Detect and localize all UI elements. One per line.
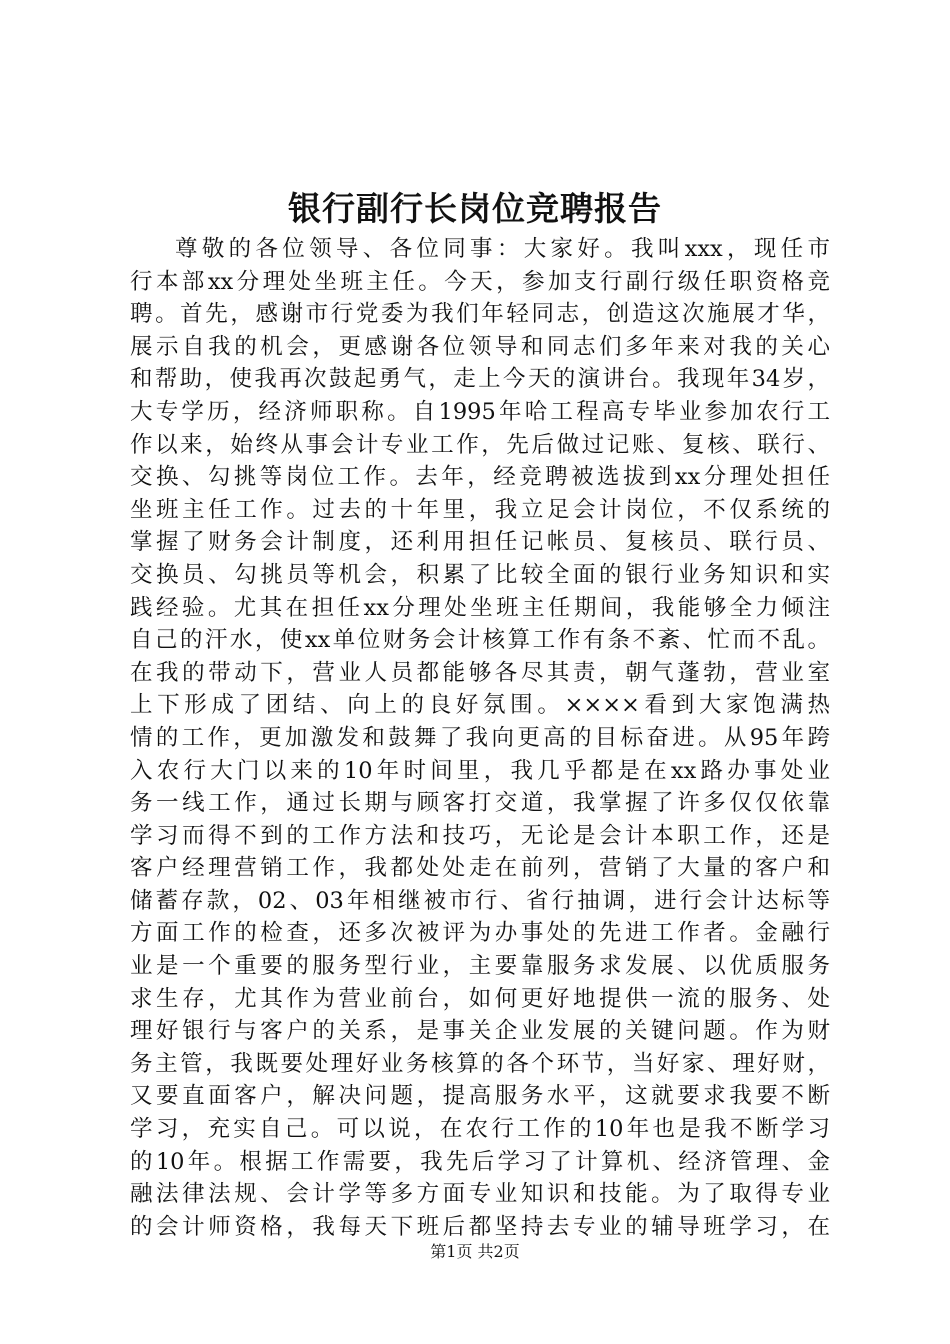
body-line: 学习，充实自己。可以说，在农行工作的10年也是我不断学习 — [130, 1116, 830, 1143]
body-line: 求生存，尤其作为营业前台，如何更好地提供一流的服务、处 — [130, 985, 830, 1012]
body-line: 学习而得不到的工作方法和技巧，无论是会计本职工作，还是 — [130, 822, 830, 849]
body-line: 务一线工作，通过长期与顾客打交道，我掌握了许多仅仅依靠 — [130, 790, 830, 817]
body-line: 大专学历，经济师职称。自1995年哈工程高专毕业参加农行工 — [130, 398, 830, 425]
body-line: 交换员、勾挑员等机会，积累了比较全面的银行业务知识和实 — [130, 561, 830, 588]
body-line: 业是一个重要的服务型行业，主要靠服务求发展、以优质服务 — [130, 953, 830, 980]
body-line: 在我的带动下，营业人员都能够各尽其责，朝气蓬勃，营业室 — [130, 659, 830, 686]
body-line: 尊敬的各位领导、各位同事：大家好。我叫xxx，现任市 — [175, 236, 830, 262]
page-footer: 第1页 共2页 — [430, 1242, 520, 1261]
body-line: 的会计师资格，我每天下班后都坚持去专业的辅导班学习，在 — [130, 1213, 830, 1240]
body-line: 自己的汗水，使xx单位财务会计核算工作有条不紊、忙而不乱。 — [130, 627, 830, 654]
body-line: 入农行大门以来的10年时间里，我几乎都是在xx路办事处业 — [130, 757, 830, 784]
body-line: 方面工作的检查，还多次被评为办事处的先进工作者。金融行 — [130, 920, 830, 947]
body-line: 又要直面客户，解决问题，提高服务水平，这就要求我要不断 — [130, 1083, 830, 1110]
body-line: 交换、勾挑等岗位工作。去年，经竞聘被选拔到xx分理处担任 — [130, 464, 830, 491]
body-line: 客户经理营销工作，我都处处走在前列，营销了大量的客户和 — [130, 855, 830, 882]
body-line: 掌握了财务会计制度，还利用担任记帐员、复核员、联行员、 — [130, 529, 830, 556]
body-line: 作以来，始终从事会计专业工作，先后做过记账、复核、联行、 — [130, 431, 830, 458]
body-line: 践经验。尤其在担任xx分理处坐班主任期间，我能够全力倾注 — [130, 594, 830, 621]
document-body — [130, 233, 830, 1243]
body-line: 务主管，我既要处理好业务核算的各个环节，当好家、理好财， — [130, 1050, 830, 1077]
body-line: 聘。首先，感谢市行党委为我们年轻同志，创造这次施展才华， — [130, 301, 830, 328]
body-line: 上下形成了团结、向上的良好氛围。××××看到大家饱满热 — [130, 692, 830, 719]
body-line: 和帮助，使我再次鼓起勇气，走上今天的演讲台。我现年34岁， — [130, 366, 830, 393]
document-title: 银行副行长岗位竞聘报告 — [288, 189, 662, 228]
body-line: 的10年。根据工作需要，我先后学习了计算机、经济管理、金 — [130, 1148, 830, 1175]
body-line: 坐班主任工作。过去的十年里，我立足会计岗位，不仅系统的 — [130, 496, 830, 523]
body-line: 储蓄存款，02、03年相继被市行、省行抽调，进行会计达标等 — [130, 887, 830, 914]
body-line: 行本部xx分理处坐班主任。今天，参加支行副行级任职资格竞 — [130, 268, 830, 295]
body-line: 融法律法规、会计学等多方面专业知识和技能。为了取得专业 — [130, 1181, 830, 1208]
body-line: 展示自我的机会，更感谢各位领导和同志们多年来对我的关心 — [130, 333, 830, 360]
body-line: 情的工作，更加激发和鼓舞了我向更高的目标奋进。从95年跨 — [130, 724, 830, 751]
body-line: 理好银行与客户的关系，是事关企业发展的关键问题。作为财 — [130, 1018, 830, 1045]
